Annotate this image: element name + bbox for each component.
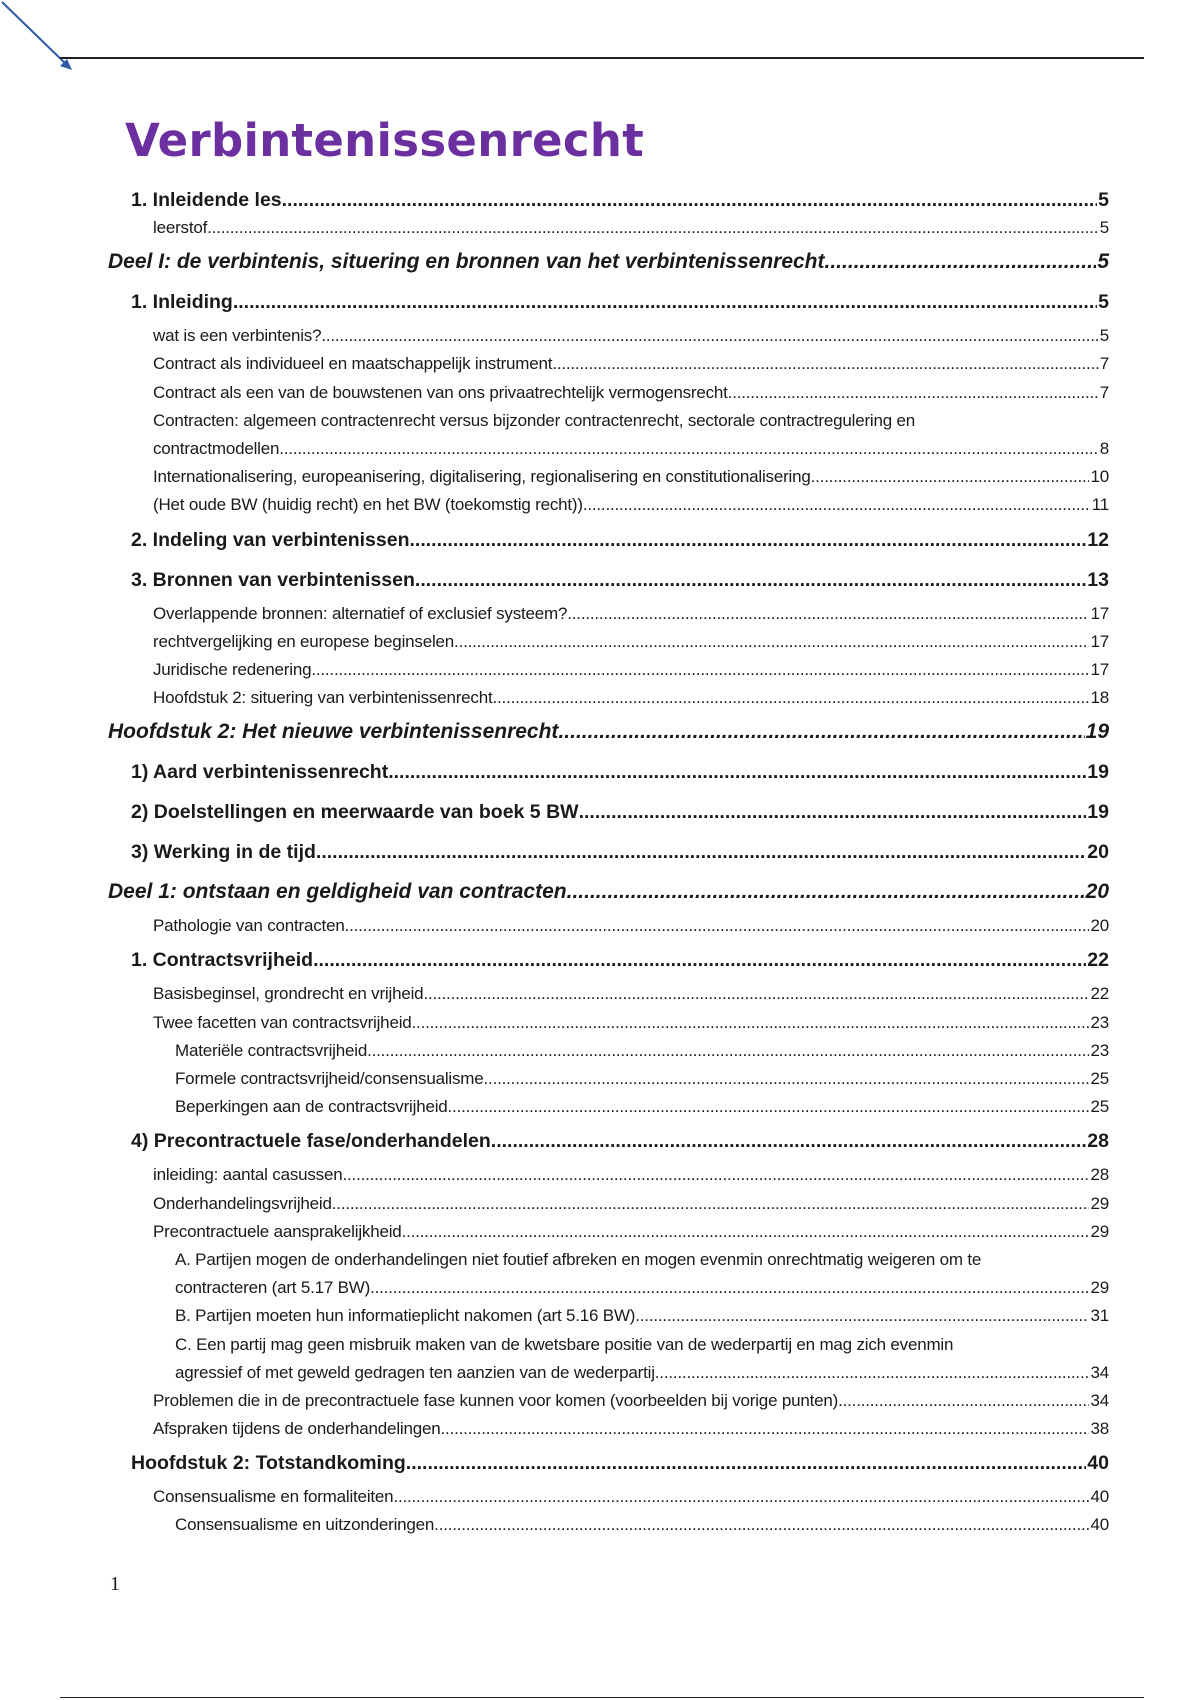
- toc-entry-page: 28: [1087, 1130, 1109, 1153]
- toc-dot-leader: [434, 1511, 1089, 1539]
- toc-dot-leader: [441, 1415, 1090, 1443]
- toc-entry-title: 2. Indeling van verbintenissen: [131, 528, 410, 551]
- toc-entry-title: Twee facetten van contractsvrijheid: [153, 1012, 412, 1032]
- toc-entry-page: 5: [1098, 291, 1109, 314]
- toc-entry-page: 22: [1090, 984, 1109, 1004]
- toc-entry-page: 17: [1090, 603, 1109, 623]
- toc-entry-title: Contract als individueel en maatschappelijk instrument: [153, 354, 553, 374]
- toc-entry[interactable]: [108, 1218, 1109, 1246]
- corner-arrow-icon: [0, 0, 90, 90]
- toc-entry[interactable]: [108, 242, 1109, 282]
- toc-entry-title: Deel 1: ontstaan en geldigheid van contracten: [108, 880, 567, 904]
- toc-entry[interactable]: [108, 1443, 1109, 1483]
- toc-entry-page: 19: [1087, 801, 1109, 824]
- toc-dot-leader: [279, 435, 1098, 463]
- toc-dot-leader: [406, 1443, 1087, 1483]
- toc-entry[interactable]: [108, 1093, 1109, 1121]
- toc-entry-title: inleiding: aantal casussen: [153, 1165, 343, 1185]
- toc-entry-page: 29: [1090, 1221, 1109, 1241]
- toc-entry[interactable]: [108, 1190, 1109, 1218]
- toc-entry-title: Materiële contractsvrijheid: [175, 1040, 368, 1060]
- toc-dot-leader: [493, 684, 1090, 712]
- toc-entry[interactable]: [108, 832, 1109, 872]
- toc-entry[interactable]: [108, 712, 1109, 752]
- toc-entry[interactable]: [108, 628, 1109, 656]
- toc-entry[interactable]: [108, 656, 1109, 684]
- toc-entry-title: Overlappende bronnen: alternatief of exclusief systeem?: [153, 603, 568, 623]
- toc-entry-page: 5: [1098, 189, 1109, 211]
- toc-dot-leader: [728, 379, 1099, 407]
- toc-dot-leader: [583, 491, 1091, 519]
- toc-entry-page: 10: [1090, 467, 1109, 487]
- toc-dot-leader: [332, 1190, 1090, 1218]
- toc-entry-title: 4) Precontractuele fase/onderhandelen: [131, 1130, 491, 1153]
- toc-entry-page: 20: [1090, 916, 1109, 936]
- toc-dot-leader: [393, 1483, 1089, 1511]
- toc-entry-page: 7: [1099, 382, 1109, 402]
- toc-dot-leader: [635, 1302, 1089, 1330]
- toc-entry[interactable]: [108, 1511, 1109, 1539]
- header-rule: [60, 57, 1144, 59]
- toc-entry-page: 23: [1090, 1012, 1109, 1032]
- toc-entry-page: 34: [1090, 1362, 1109, 1382]
- toc-entry-title: 1. Contractsvrijheid: [131, 949, 314, 972]
- toc-entry[interactable]: [108, 350, 1109, 378]
- toc-entry-title: Afspraken tijdens de onderhandelingen: [153, 1419, 441, 1439]
- toc-entry-title: Contracten: algemeen contractenrecht versus bijzonder contractenrecht, sectorale contractregulering en: [153, 410, 916, 430]
- toc-entry[interactable]: [108, 940, 1109, 980]
- toc-dot-leader: [448, 1093, 1090, 1121]
- toc-entry-page: 5: [1099, 326, 1109, 346]
- toc-entry[interactable]: [108, 980, 1109, 1008]
- toc-dot-leader: [491, 1121, 1087, 1161]
- toc-dot-leader: [484, 1065, 1090, 1093]
- toc-entry-title: C. Een partij mag geen misbruik maken van de kwetsbare positie van de wederpartij en mag zich evenmin: [175, 1334, 954, 1354]
- toc-dot-leader: [345, 912, 1090, 940]
- toc-entry[interactable]: [108, 322, 1109, 350]
- toc-dot-leader: [558, 712, 1084, 752]
- toc-entry-page: 20: [1087, 841, 1109, 864]
- toc-entry-title: B. Partijen moeten hun informatieplicht nakomen (art 5.16 BW): [175, 1306, 636, 1326]
- toc-dot-leader: [311, 656, 1089, 684]
- toc-dot-leader: [423, 980, 1089, 1008]
- toc-entry-title-continued: contractmodellen: [153, 438, 280, 458]
- toc-dot-leader: [567, 872, 1085, 912]
- toc-dot-leader: [412, 1009, 1090, 1037]
- toc-dot-leader: [321, 322, 1098, 350]
- toc-entry-page: 8: [1099, 438, 1109, 458]
- toc-entry-title: 1) Aard verbintenissenrecht: [131, 761, 389, 784]
- toc-dot-leader: [552, 350, 1098, 378]
- toc-entry-title: Consensualisme en formaliteiten: [153, 1487, 394, 1507]
- toc-dot-leader: [410, 520, 1087, 560]
- toc-entry-page: 40: [1090, 1515, 1109, 1535]
- toc-entry-page: 25: [1090, 1097, 1109, 1117]
- toc-entry[interactable]: [108, 1302, 1109, 1330]
- toc-entry[interactable]: [108, 1415, 1109, 1443]
- toc-entry-title: Beperkingen aan de contractsvrijheid: [175, 1097, 448, 1117]
- toc-dot-leader: [454, 628, 1089, 656]
- toc-entry-title: 3. Bronnen van verbintenissen: [131, 568, 415, 591]
- toc-entry[interactable]: [108, 872, 1109, 912]
- toc-entry[interactable]: [108, 1331, 1109, 1387]
- toc-entry[interactable]: [108, 1483, 1109, 1511]
- toc-dot-leader: [838, 1387, 1089, 1415]
- toc-entry-title: Deel I: de verbintenis, situering en bronnen van het verbintenissenrecht: [108, 250, 825, 274]
- toc-entry-page: 5: [1097, 250, 1109, 274]
- toc-entry-page: 40: [1090, 1487, 1109, 1507]
- toc-dot-leader: [579, 792, 1087, 832]
- toc-entry-title: Formele contractsvrijheid/consensualisme: [175, 1069, 484, 1088]
- toc-entry[interactable]: [108, 912, 1109, 940]
- toc-entry[interactable]: [108, 463, 1109, 491]
- toc-entry-page: 20: [1085, 880, 1109, 904]
- toc-entry[interactable]: [108, 684, 1109, 712]
- toc-dot-leader: [282, 186, 1098, 214]
- toc-entry-title: Hoofdstuk 2: Het nieuwe verbintenissenrecht: [108, 720, 559, 744]
- footer-rule: [60, 1697, 1144, 1698]
- toc-dot-leader: [313, 940, 1086, 980]
- toc-entry-page: 22: [1087, 949, 1109, 972]
- toc-entry-title: leerstof: [153, 217, 208, 237]
- toc-entry-title: Basisbeginsel, grondrecht en vrijheid: [153, 984, 424, 1004]
- toc-entry[interactable]: [108, 407, 1109, 463]
- toc-entry-title-continued: contracteren (art 5.17 BW): [175, 1278, 371, 1298]
- toc-dot-leader: [316, 832, 1086, 872]
- toc-entry-page: 17: [1090, 631, 1109, 651]
- toc-entry[interactable]: [108, 752, 1109, 792]
- toc-entry-page: 5: [1099, 217, 1109, 237]
- toc-entry[interactable]: [108, 1246, 1109, 1302]
- toc-entry-page: 7: [1099, 354, 1109, 374]
- toc-entry[interactable]: [108, 491, 1109, 519]
- toc-entry-title: Precontractuele aansprakelijkheid: [153, 1221, 402, 1241]
- toc-entry-title: Juridische redenering: [153, 659, 312, 679]
- toc-entry-page: 31: [1090, 1306, 1109, 1326]
- toc-entry-page: 29: [1090, 1278, 1109, 1298]
- toc-entry-page: 19: [1087, 761, 1109, 784]
- toc-entry[interactable]: [108, 600, 1109, 628]
- toc-entry-title: 1. Inleiding: [131, 291, 233, 314]
- toc-dot-leader: [367, 1037, 1089, 1065]
- toc-entry[interactable]: [108, 520, 1109, 560]
- toc-entry-page: 12: [1087, 528, 1109, 551]
- toc-entry-page: 40: [1087, 1452, 1109, 1475]
- toc-entry[interactable]: [108, 1121, 1109, 1161]
- toc-entry-title: A. Partijen mogen de onderhandelingen niet foutief afbreken en mogen evenmin onrechtmatig weigeren om te: [175, 1249, 982, 1269]
- toc-entry-page: 13: [1087, 568, 1109, 591]
- toc-entry-page: 19: [1085, 720, 1109, 744]
- toc-entry-title: Hoofdstuk 2: situering van verbintenissenrecht: [153, 688, 493, 708]
- toc-dot-leader: [811, 463, 1090, 491]
- toc-entry[interactable]: [108, 1065, 1109, 1093]
- toc-dot-leader: [402, 1218, 1090, 1246]
- toc-entry-title: rechtvergelijking en europese beginselen: [153, 631, 455, 651]
- toc-entry-page: 29: [1090, 1193, 1109, 1213]
- page-number: 1: [110, 1573, 120, 1595]
- toc-entry-title: wat is een verbintenis?: [153, 326, 322, 346]
- toc-entry[interactable]: [108, 1009, 1109, 1037]
- toc-dot-leader: [233, 282, 1097, 322]
- document-title: Verbintenissenrecht: [125, 114, 645, 167]
- toc-entry-title: 2) Doelstellingen en meerwaarde van boek 5 BW: [131, 801, 579, 824]
- toc-entry-page: 23: [1090, 1040, 1109, 1060]
- toc-entry-title: 1. Inleidende les: [131, 189, 282, 211]
- toc-entry-title: 3) Werking in de tijd: [131, 841, 316, 864]
- toc-entry-page: 11: [1091, 495, 1109, 515]
- toc-dot-leader: [567, 600, 1089, 628]
- toc-dot-leader: [370, 1274, 1089, 1302]
- toc-entry[interactable]: [108, 1037, 1109, 1065]
- toc-entry-title: Pathologie van contracten: [153, 916, 345, 936]
- toc-entry[interactable]: [108, 214, 1109, 242]
- toc-entry-page: 28: [1090, 1165, 1109, 1185]
- toc-entry[interactable]: [108, 1387, 1109, 1415]
- toc-dot-leader: [415, 560, 1086, 600]
- toc-entry-title: Problemen die in de precontractuele fase kunnen voor komen (voorbeelden bij vorige punten): [153, 1390, 839, 1410]
- toc-dot-leader: [655, 1359, 1090, 1387]
- toc-entry-page: 18: [1090, 688, 1109, 708]
- toc-entry[interactable]: [108, 379, 1109, 407]
- toc-entry[interactable]: [108, 792, 1109, 832]
- toc-entry[interactable]: [108, 1161, 1109, 1189]
- toc-dot-leader: [388, 752, 1086, 792]
- toc-entry-title: Internationalisering, europeanisering, digitalisering, regionalisering en constitutionalisering: [153, 467, 811, 487]
- toc-entry-title-continued: agressief of met geweld gedragen ten aanzien van de wederpartij: [175, 1362, 655, 1382]
- toc-entry[interactable]: [108, 186, 1109, 214]
- toc-entry-page: 17: [1090, 659, 1109, 679]
- table-of-contents: [108, 186, 1109, 1540]
- toc-entry-title: Contract als een van de bouwstenen van ons privaatrechtelijk vermogensrecht: [153, 382, 728, 402]
- toc-dot-leader: [207, 214, 1099, 242]
- toc-entry-title: Hoofdstuk 2: Totstandkoming: [131, 1452, 406, 1475]
- toc-entry[interactable]: [108, 560, 1109, 600]
- toc-entry-page: 38: [1090, 1419, 1109, 1439]
- toc-entry[interactable]: [108, 282, 1109, 322]
- toc-dot-leader: [343, 1161, 1090, 1189]
- toc-entry-title: (Het oude BW (huidig recht) en het BW (toekomstig recht)): [153, 495, 583, 515]
- toc-entry-title: Consensualisme en uitzonderingen: [175, 1515, 435, 1535]
- toc-entry-page: 34: [1090, 1390, 1109, 1410]
- toc-dot-leader: [825, 242, 1097, 282]
- toc-entry-page: 25: [1090, 1069, 1109, 1088]
- toc-entry-title: Onderhandelingsvrijheid: [153, 1193, 332, 1213]
